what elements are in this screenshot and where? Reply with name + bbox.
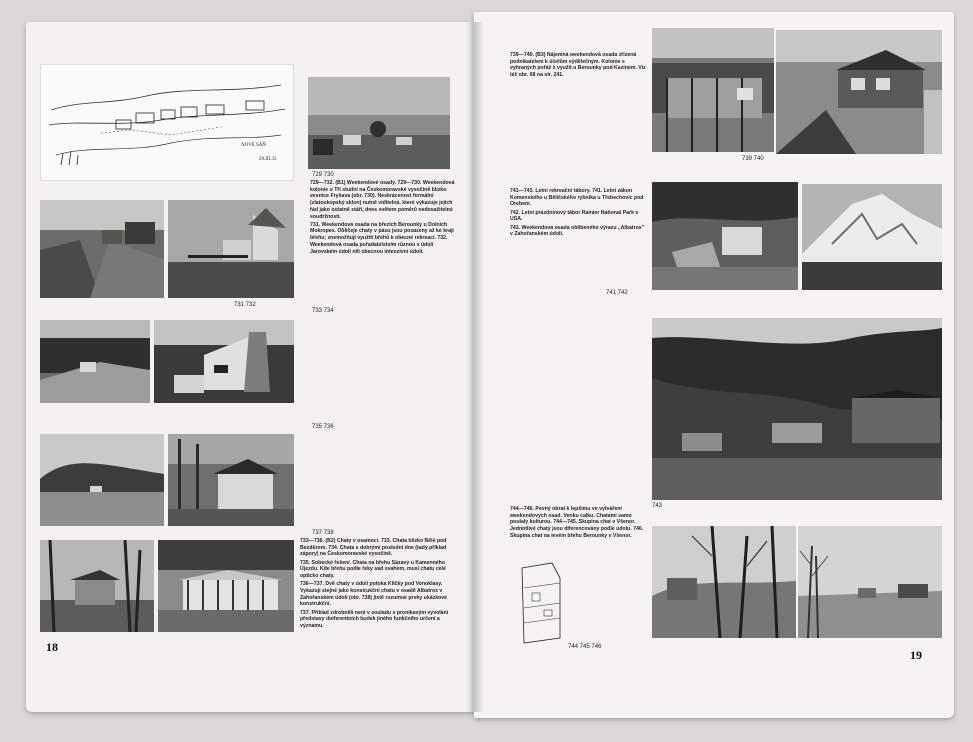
photo-742: [802, 184, 942, 290]
photo-735: [40, 434, 164, 526]
caption-739-740: 739—740. (B3) Nájemná weekendová osada zřízená podnikatelem k účelům výdělečným. Kolonie s vyhraných pořáž s využit u Berounky pod Kazínem. Viz též obr. 68 na str. 241.: [510, 52, 646, 79]
photo-733: [40, 320, 150, 403]
figure-numbers-row2: 731 732: [234, 302, 256, 308]
photo-746: [798, 526, 942, 638]
photo-731: [40, 200, 164, 298]
photo-732: [168, 200, 294, 298]
page-number-left: 18: [46, 640, 58, 654]
right-page: [474, 12, 954, 718]
photo-741: [652, 182, 798, 290]
figure-numbers-r4: 744 745 746: [568, 644, 602, 650]
page-number-right: 19: [910, 648, 922, 662]
left-page: [26, 22, 476, 712]
photo-736: [168, 434, 294, 526]
figure-numbers-r3: 743: [652, 503, 663, 509]
photo-745: [652, 526, 796, 638]
magazine-spread: [22, 12, 957, 722]
figure-numbers-r2: 741 742: [606, 290, 628, 296]
caption-733-737: [300, 538, 460, 631]
photo-738: [158, 540, 294, 632]
caption-729-732: [310, 180, 456, 257]
photo-737: [40, 540, 154, 632]
figure-numbers-row4: 735 736: [312, 424, 334, 430]
photo-744-sketch: [512, 558, 570, 648]
caption-paragraph: 742. Letní prázdninový tábor Rainier National Park v USA.: [510, 209, 639, 223]
photo-739: [652, 28, 774, 152]
caption-paragraph: 737. Příklad zdrobnělí neni v souladu s pronikavým vyvolání představy doiferentních budek jiného funkčního určení a významu.: [300, 609, 449, 629]
caption-paragraph: 736—737. Dvě chaty v údolí potoka Kličky pod Vonoklasy. Vykazují stejné jako konstrukční chatu v osadě Albatros v Zahořanském údolí (obr. 738) jistě rozumné prvky ukázkové konstrukční.: [300, 581, 448, 608]
photo-743: [652, 318, 942, 500]
caption-paragraph: 743. Weekendová osada oblíbeného výrazu „Albatros" v Zahořanském údolí.: [510, 224, 645, 238]
caption-paragraph: 735. Sobecké řešení. Chata na břehu Sázavy u Kamenného Újezdu. Kde břehu podle řeky sad svahem, musí chatu celé opticko chaty.: [300, 559, 446, 580]
sketch-label-place: NOVÉ SÁŇ: [241, 143, 267, 148]
caption-744-746: 744—746. Pevný obrat k lepšímu ve vytváření weekendových osad. Venku calku. Chatami samo poulaly kulturou. 744—745. Skupina chat v Všenor. Jednotlivé chaty jsou diferencovány podle údolu. 746. Skupina chat na levém břehu Berounky v Všenor.: [510, 506, 644, 539]
figure-numbers-row1: 729 730: [312, 172, 334, 178]
page-gutter: [466, 22, 484, 712]
caption-paragraph: 731. Weekendová osada na březích Berounky u Dolních Mokropes. Obličeje chaty v pásu jsou posazeny až ke kraji břehu; znemožňují využití břehů k obecné rekreaci. 732. Weekendová osada pořadatelstvím různou v údolí Jarovském údolí nili obecnou intenzivní údolí.: [310, 221, 454, 255]
photo-729-sketch: [40, 64, 294, 181]
caption-741-743: [510, 188, 648, 239]
caption-paragraph: 733—736. (B2) Chaty v osamocí. 733. Chata blízko Bělé pod Bezdězem. 734. Chata s dobrými poslední dne (tady příklad zápory) na Českomoravské vysočině.: [300, 538, 447, 558]
photo-730: [308, 77, 450, 169]
photo-734: [154, 320, 294, 403]
sketch-label-date: 29.III.33: [259, 157, 277, 162]
figure-numbers-row3: 733 734: [312, 308, 334, 314]
figure-numbers-row5: 737 738: [312, 530, 334, 536]
figure-numbers-r1: 739 740: [742, 156, 764, 162]
photo-740: [776, 30, 942, 154]
caption-paragraph: 729—732. (B1) Weekendové osady. 729—730. Weekendová kolonie u Tří studní na Českomoravské vysočině blízko vesnice Fryšava (obr. 730). Neskrácenost formální (zlatookopský sklon) nutně viditelná, které vykazuje jejich řád jako ostatně stáří, dnes světem poměrů nedosažitelné soudržnosti.: [310, 180, 455, 220]
caption-paragraph: 741—743. Letní rekreační tábory. 741. Letní zákon Komenského u Běličského rybníka u Třebechovic pod Orebem.: [510, 188, 644, 208]
